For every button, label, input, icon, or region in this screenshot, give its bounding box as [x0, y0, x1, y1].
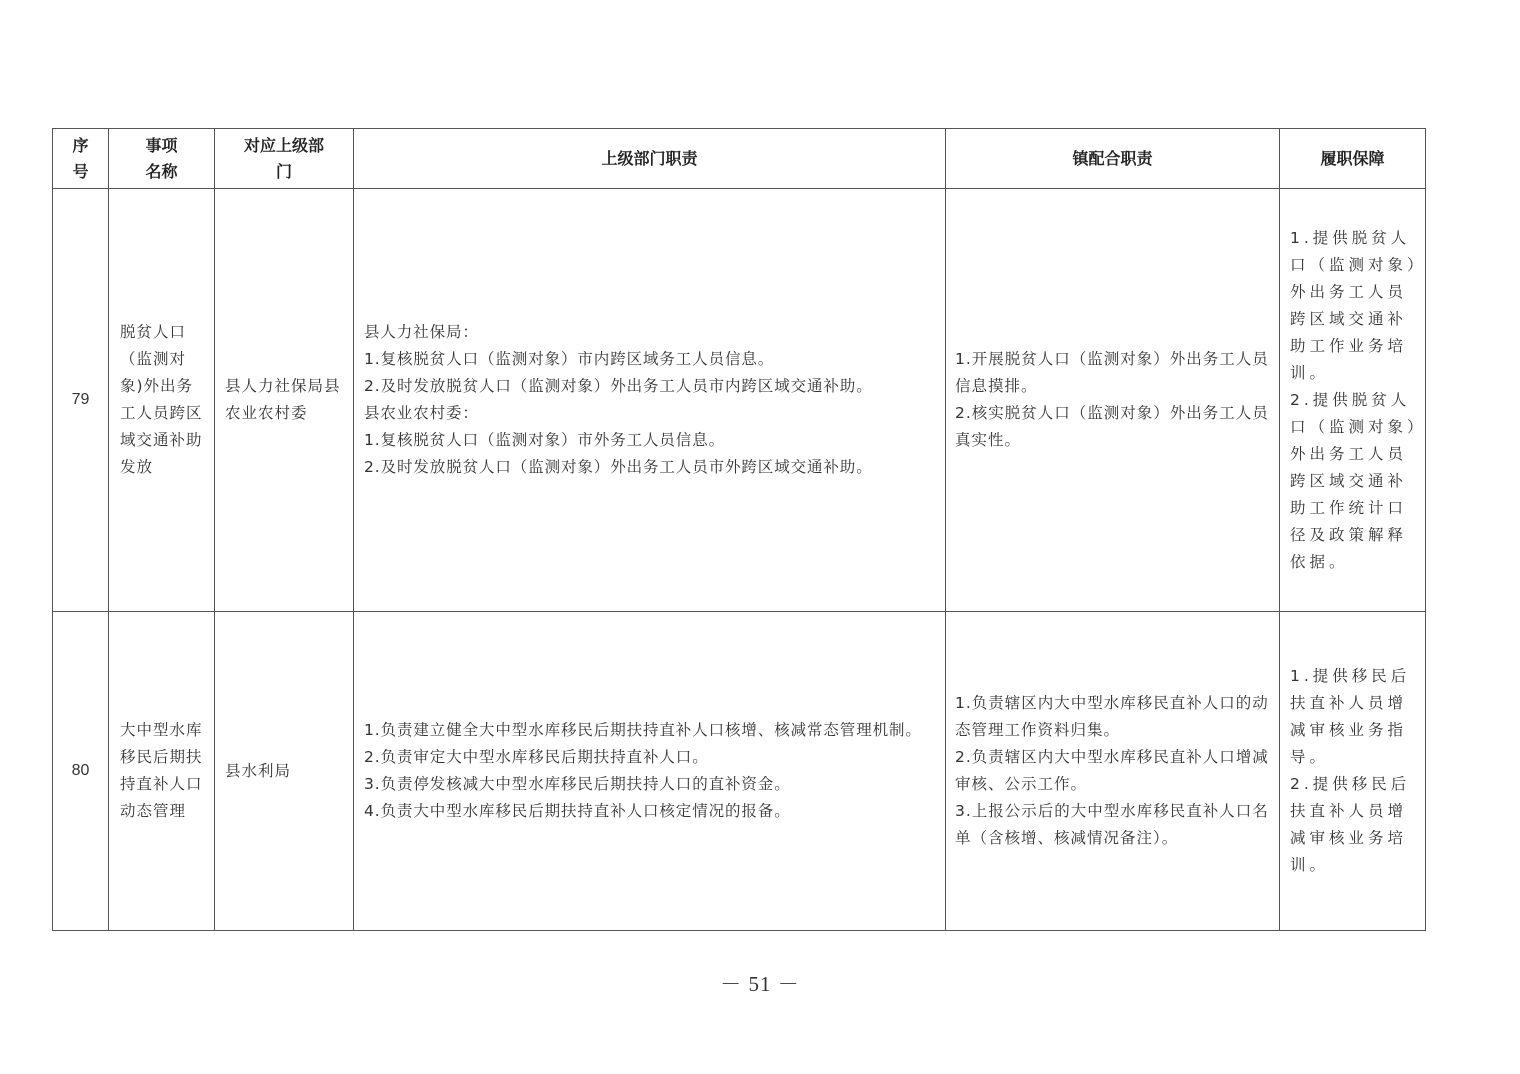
- town-duty-line: 1.开展脱贫人口（监测对象）外出务工人员信息摸排。: [955, 350, 1269, 395]
- header-row: [53, 129, 1426, 189]
- row-guarantee: [1280, 189, 1426, 612]
- header-upper-duty: 上级部门职责: [354, 129, 946, 189]
- upper-duty-line: 1.负责建立健全大中型水库移民后期扶持直补人口核增、核减常态管理机制。: [364, 721, 922, 739]
- guarantee-line: 2.提供脱贫人口（监测对象）外出务工人员跨区域交通补助工作统计口径及政策解释依据。: [1290, 390, 1419, 571]
- town-duty-line: 2.核实脱贫人口（监测对象）外出务工人员真实性。: [955, 404, 1269, 449]
- table-row: [53, 612, 1426, 931]
- table-row: [53, 189, 1426, 612]
- row-town-duty: [946, 612, 1280, 931]
- upper-duty-line: 1.复核脱贫人口（监测对象）市外务工人员信息。: [364, 431, 725, 449]
- row-dept: 县水利局: [215, 612, 354, 931]
- upper-duty-line: 1.复核脱贫人口（监测对象）市内跨区域务工人员信息。: [364, 350, 775, 368]
- row-guarantee: [1280, 612, 1426, 931]
- upper-duty-line: 4.负责大中型水库移民后期扶持直补人口核定情况的报备。: [364, 802, 791, 820]
- guarantee-line: 1.提供脱贫人口（监测对象）外出务工人员跨区域交通补助工作业务培训。: [1290, 228, 1419, 382]
- town-duty-line: 1.负责辖区内大中型水库移民直补人口的动态管理工作资料归集。: [955, 694, 1269, 739]
- header-guarantee: 履职保障: [1280, 129, 1426, 189]
- upper-duty-line: 县人力社保局：: [364, 323, 479, 341]
- row-seq: 80: [53, 612, 109, 931]
- row-item-name: 脱贫人口（监测对象)外出务工人员跨区域交通补助发放: [109, 189, 215, 612]
- row-item-name: 大中型水库移民后期扶持直补人口动态管理: [109, 612, 215, 931]
- upper-duty-line: 2.负责审定大中型水库移民后期扶持直补人口。: [364, 748, 709, 766]
- upper-duty-line: 3.负责停发核减大中型水库移民后期扶持人口的直补资金。: [364, 775, 791, 793]
- header-dept: 对应上级部门: [215, 129, 354, 189]
- guarantee-line: 1.提供移民后扶直补人员增减审核业务指导。: [1290, 667, 1411, 766]
- header-seq: 序号: [53, 129, 109, 189]
- row-dept: 县人力社保局县农业农村委: [215, 189, 354, 612]
- row-upper-duty: [354, 189, 946, 612]
- town-duty-line: 3.上报公示后的大中型水库移民直补人口名单（含核增、核减情况备注）。: [955, 802, 1269, 847]
- duty-table: [52, 128, 1426, 931]
- guarantee-line: 2.提供移民后扶直补人员增减审核业务培训。: [1290, 775, 1411, 874]
- header-item-name: 事项名称: [109, 129, 215, 189]
- upper-duty-line: 2.及时发放脱贫人口（监测对象）外出务工人员市外跨区域交通补助。: [364, 458, 873, 476]
- row-seq: 79: [53, 189, 109, 612]
- row-upper-duty: [354, 612, 946, 931]
- page-number: － 51 －: [720, 972, 800, 996]
- upper-duty-line: 县农业农村委：: [364, 404, 479, 422]
- town-duty-line: 2.负责辖区内大中型水库移民直补人口增减审核、公示工作。: [955, 748, 1269, 793]
- row-town-duty: [946, 189, 1280, 612]
- upper-duty-line: 2.及时发放脱贫人口（监测对象）外出务工人员市内跨区域交通补助。: [364, 377, 873, 395]
- header-town-duty: 镇配合职责: [946, 129, 1280, 189]
